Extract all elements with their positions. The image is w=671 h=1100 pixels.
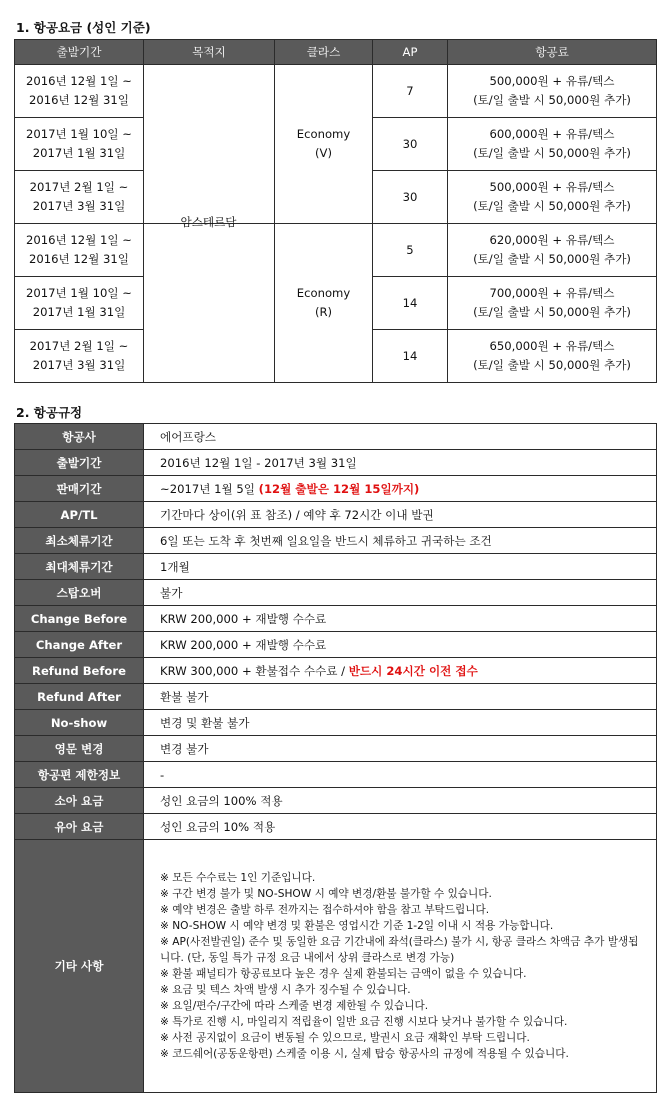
list-item: ※ 코드쉐어(공동운항편) 스케줄 이용 시, 실제 탑승 항공사의 규정에 적용될 수 있습니다. (160, 1048, 569, 1060)
rule-row-airline: 항공사 에어프랑스 (15, 424, 657, 450)
rule-row-max-stay: 최대체류기간 1개월 (15, 554, 657, 580)
rule-row-ap-tl: AP/TL 기간마다 상이(위 표 참조) / 예약 후 72시간 이내 발권 (15, 502, 657, 528)
fare-table-header (15, 40, 657, 65)
rule-row-name-change: 영문 변경 변경 불가 (15, 736, 657, 762)
name-change-value: 변경 불가 (144, 736, 657, 762)
ap-cell: 5 (373, 224, 448, 277)
destination-cell-lower (144, 224, 275, 383)
fare-cell: 700,000원 + 유류/텍스 (토/일 출발 시 50,000원 추가) (448, 277, 657, 330)
ap-cell: 14 (373, 330, 448, 383)
header-fare: 항공료 (448, 40, 657, 65)
rule-row-no-show: No-show 변경 및 환불 불가 (15, 710, 657, 736)
header-destination: 목적지 (144, 40, 275, 65)
list-item: ※ 예약 변경은 출발 하루 전까지는 접수하셔야 함을 참고 부탁드립니다. (160, 904, 490, 916)
min-stay-value: 6일 또는 도착 후 첫번째 일요일을 반드시 체류하고 귀국하는 조건 (144, 528, 657, 554)
fare-table (14, 39, 657, 383)
refund-after-value: 환불 불가 (144, 684, 657, 710)
ap-cell: 30 (373, 171, 448, 224)
fare-cell: 600,000원 + 유류/텍스 (토/일 출발 시 50,000원 추가) (448, 118, 657, 171)
refund-before-value: KRW 300,000 + 환불접수 수수료 / 반드시 24시간 이전 접수 (144, 658, 657, 684)
rule-row-stopover: 스탑오버 불가 (15, 580, 657, 606)
ap-tl-value: 기간마다 상이(위 표 참조) / 예약 후 72시간 이내 발권 (144, 502, 657, 528)
notes-list (144, 840, 657, 1093)
ap-cell: 14 (373, 277, 448, 330)
header-class: 클라스 (275, 40, 373, 65)
rule-row-infant-fare: 유아 요금 성인 요금의 10% 적용 (15, 814, 657, 840)
period-cell: 2016년 12월 1일 ~ 2016년 12월 31일 (15, 224, 144, 277)
table-row (15, 65, 657, 118)
change-after-value: KRW 200,000 + 재발행 수수료 (144, 632, 657, 658)
list-item: ※ 요금 및 텍스 차액 발생 시 추가 징수될 수 있습니다. (160, 984, 411, 996)
header-period: 출발기간 (15, 40, 144, 65)
rules-table (14, 423, 657, 1093)
list-item: ※ 구간 변경 불가 및 NO-SHOW 시 예약 변경/환불 불가할 수 있습니다. (160, 888, 492, 900)
period-cell: 2017년 2월 1일 ~ 2017년 3월 31일 (15, 330, 144, 383)
list-item: ※ 환불 패널티가 항공료보다 높은 경우 실제 환불되는 금액이 없을 수 있습니다. (160, 968, 527, 980)
ap-cell: 30 (373, 118, 448, 171)
fare-cell: 500,000원 + 유류/텍스 (토/일 출발 시 50,000원 추가) (448, 65, 657, 118)
flight-limit-value: - (144, 762, 657, 788)
header-ap: AP (373, 40, 448, 65)
class-cell-v: Economy (V) (275, 65, 373, 224)
rule-row-change-after: Change After KRW 200,000 + 재발행 수수료 (15, 632, 657, 658)
sales-value: ~2017년 1월 5일 (12월 출발은 12월 15일까지) (144, 476, 657, 502)
change-before-value: KRW 200,000 + 재발행 수수료 (144, 606, 657, 632)
max-stay-value: 1개월 (144, 554, 657, 580)
section-title-fares: 1. 항공요금 (성인 기준) (16, 20, 151, 35)
child-fare-value: 성인 요금의 100% 적용 (144, 788, 657, 814)
fare-cell: 500,000원 + 유류/텍스 (토/일 출발 시 50,000원 추가) (448, 171, 657, 224)
rule-row-change-before: Change Before KRW 200,000 + 재발행 수수료 (15, 606, 657, 632)
ap-cell: 7 (373, 65, 448, 118)
no-show-value: 변경 및 환불 불가 (144, 710, 657, 736)
list-item: ※ 특가로 진행 시, 마일리지 적립율이 일반 요금 진행 시보다 낮거나 불가할 수 있습니다. (160, 1016, 568, 1028)
refund-before-highlight: 반드시 24시간 이전 접수 (348, 663, 478, 678)
sales-highlight: (12월 출발은 12월 15일까지) (258, 481, 420, 496)
list-item: ※ 요일/편수/구간에 따라 스케줄 변경 제한될 수 있습니다. (160, 1000, 429, 1012)
rule-row-notes: 기타 사항 ※ 모든 수수료는 1인 기준입니다. ※ 구간 변경 불가 및 NO-SHOW 시 예약 변경/환불 불가할 수 있습니다. ※ 예약 변경은 출발 하루 전까지는 접수하셔야 함을 참고 부탁드립니다. ※ NO-SHOW 시 예약 변경 및 환불은 영업시간 기준 1-2일 이내 시 적용 가능합니다. ※ AP(사전발권일) 준수 및 동일한 요금 기간내에 좌석(클라스) 불가 시, 항공 클라스 차액금 추가 발생됩니다. (단, 동일 특가 규정 요금 내에서 상위 클라스로 변경 가능) ※ 환불 패널티가 항공료보다 높은 경우 실제 환불되는 금액이 없을 수 있습니다. ※ 요금 및 텍스 차액 발생 시 추가 징수될 수 있습니다. ※ 요일/편수/구간에 따라 스케줄 변경 제한될 수 있습니다. ※ 특가로 진행 시, 마일리지 적립율이 일반 요금 진행 시보다 낮거나 불가할 수 있습니다. ※ 사전 공지없이 요금이 변동될 수 있으므로, 발권시 요금 재확인 부탁 드립니다. ※ 코드쉐어(공동운항편) 스케줄 이용 시, 실제 탑승 항공사의 규정에 적용될 수 있습니다. (15, 840, 657, 1093)
period-cell: 2017년 2월 1일 ~ 2017년 3월 31일 (15, 171, 144, 224)
list-item: ※ NO-SHOW 시 예약 변경 및 환불은 영업시간 기준 1-2일 이내 시 적용 가능합니다. (160, 920, 554, 932)
infant-fare-value: 성인 요금의 10% 적용 (144, 814, 657, 840)
list-item: ※ 사전 공지없이 요금이 변동될 수 있으므로, 발권시 요금 재확인 부탁 드립니다. (160, 1032, 530, 1044)
period-cell: 2017년 1월 10일 ~ 2017년 1월 31일 (15, 277, 144, 330)
airline-value: 에어프랑스 (144, 424, 657, 450)
period-cell: 2017년 1월 10일 ~ 2017년 1월 31일 (15, 118, 144, 171)
period-cell: 2016년 12월 1일 ~ 2016년 12월 31일 (15, 65, 144, 118)
fare-cell: 620,000원 + 유류/텍스 (토/일 출발 시 50,000원 추가) (448, 224, 657, 277)
section-title-rules: 2. 항공규정 (16, 405, 83, 420)
rule-row-refund-before: Refund Before KRW 300,000 + 환불접수 수수료 / 반드시 24시간 이전 접수 (15, 658, 657, 684)
fare-cell: 650,000원 + 유류/텍스 (토/일 출발 시 50,000원 추가) (448, 330, 657, 383)
rule-row-child-fare: 소아 요금 성인 요금의 100% 적용 (15, 788, 657, 814)
rule-row-flight-limit: 항공편 제한정보 - (15, 762, 657, 788)
destination-cell (144, 65, 275, 224)
destination-label: 암스테르담 (180, 215, 237, 229)
departure-value: 2016년 12월 1일 - 2017년 3월 31일 (144, 450, 657, 476)
rule-row-departure: 출발기간 2016년 12월 1일 - 2017년 3월 31일 (15, 450, 657, 476)
rule-row-sales: 판매기간 ~2017년 1월 5일 (12월 출발은 12월 15일까지) (15, 476, 657, 502)
rule-row-refund-after: Refund After 환불 불가 (15, 684, 657, 710)
table-row (15, 224, 657, 277)
class-cell-r: Economy (R) (275, 224, 373, 383)
stopover-value: 불가 (144, 580, 657, 606)
list-item: ※ AP(사전발권일) 준수 및 동일한 요금 기간내에 좌석(클라스) 불가 시, 항공 클라스 차액금 추가 발생됩니다. (단, 동일 특가 규정 요금 내에서 상위 클라스로 변경 가능) (160, 936, 639, 964)
rule-row-min-stay: 최소체류기간 6일 또는 도착 후 첫번째 일요일을 반드시 체류하고 귀국하는 조건 (15, 528, 657, 554)
list-item: ※ 모든 수수료는 1인 기준입니다. (160, 872, 316, 884)
